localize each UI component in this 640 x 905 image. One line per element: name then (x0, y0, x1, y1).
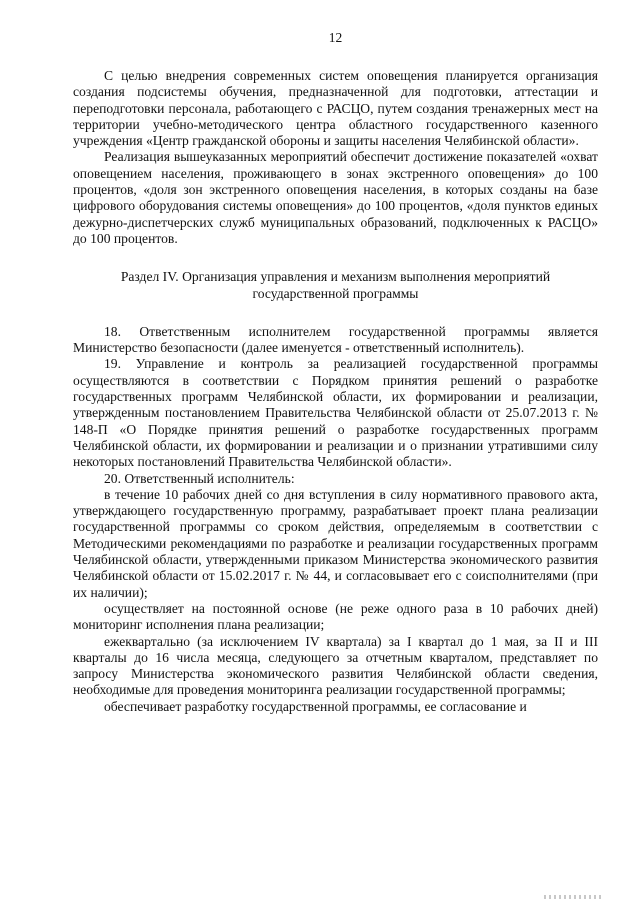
paragraph: обеспечивает разработку государственной программы, ее согласование и (104, 698, 527, 714)
section-heading-line: государственной программы (252, 285, 419, 301)
section-heading (73, 269, 598, 302)
paragraph: осуществляет на постоянной основе (не реже одного раза в 10 рабочих дней) мониторинг исполнения плана реализации; (73, 600, 598, 633)
section-text (73, 324, 598, 715)
paragraph: Реализация вышеуказанных мероприятий обеспечит достижение показателей «охват оповещением населения, проживающего в зонах экстренного оповещения» до 100 процентов, «доля зон экстренного оповещения населения, в которых созданы на базе цифрового оборудования системы оповещения» до 100 процентов, «доля пунктов единых дежурно-диспетчерских служб муниципальных образований, подключенных к РАСЦО» до 100 процентов. (73, 149, 598, 246)
intro-text (73, 68, 598, 247)
paragraph: 20. Ответственный исполнитель: (104, 470, 295, 486)
paragraph: в течение 10 рабочих дней со дня вступления в силу нормативного правового акта, утверждающего государственную программу, разрабатывает проект плана реализации государственной программы со сроком действия, определяемым в соответствии с Методическими рекомендациями по разработке и реализации государственных программ Челябинской области, утвержденными приказом Министерства экономического развития Челябинской области от 15.02.2017 г. № 44, и согласовывает его с соисполнителями (при их наличии); (73, 486, 598, 600)
section-heading-line: Раздел IV. Организация управления и механизм выполнения мероприятий (120, 269, 551, 285)
paragraph: 19. Управление и контроль за реализацией государственной программы осуществляются в соответствии с Порядком принятия решений о разработке государственных программ Челябинской области, их формировании и реализации, утвержденным постановлением Правительства Челябинской области от 25.07.2013 г. № 148-П «О Порядке принятия решений о разработке государственных программ Челябинской области, их формировании и реализации и о признании утратившими силу некоторых постановлений Правительства Челябинской области». (73, 356, 598, 470)
paragraph: ежеквартально (за исключением IV квартала) за I квартал до 1 мая, за II и III кварталы до 16 числа месяца, следующего за отчетным кварталом, представляет по запросу Министерства экономического развития Челябинской области сведения, необходимые для проведения мониторинга реализации государственной программы; (73, 633, 598, 698)
scan-artifact (544, 895, 604, 899)
page-number: 12 (328, 30, 343, 45)
paragraph: С целью внедрения современных систем оповещения планируется организация создания подсистемы обучения, предназначенной для подготовки, аттестации и переподготовки персонала, работающего с РАСЦО, путем создания тренажерных мест на территории учебно-методического центра областного государственного казенного учреждения «Центр гражданской обороны и защиты населения Челябинской области». (73, 68, 598, 149)
paragraph: 18. Ответственным исполнителем государственной программы является Министерство безопасности (далее именуется - ответственный исполнитель). (73, 323, 598, 356)
